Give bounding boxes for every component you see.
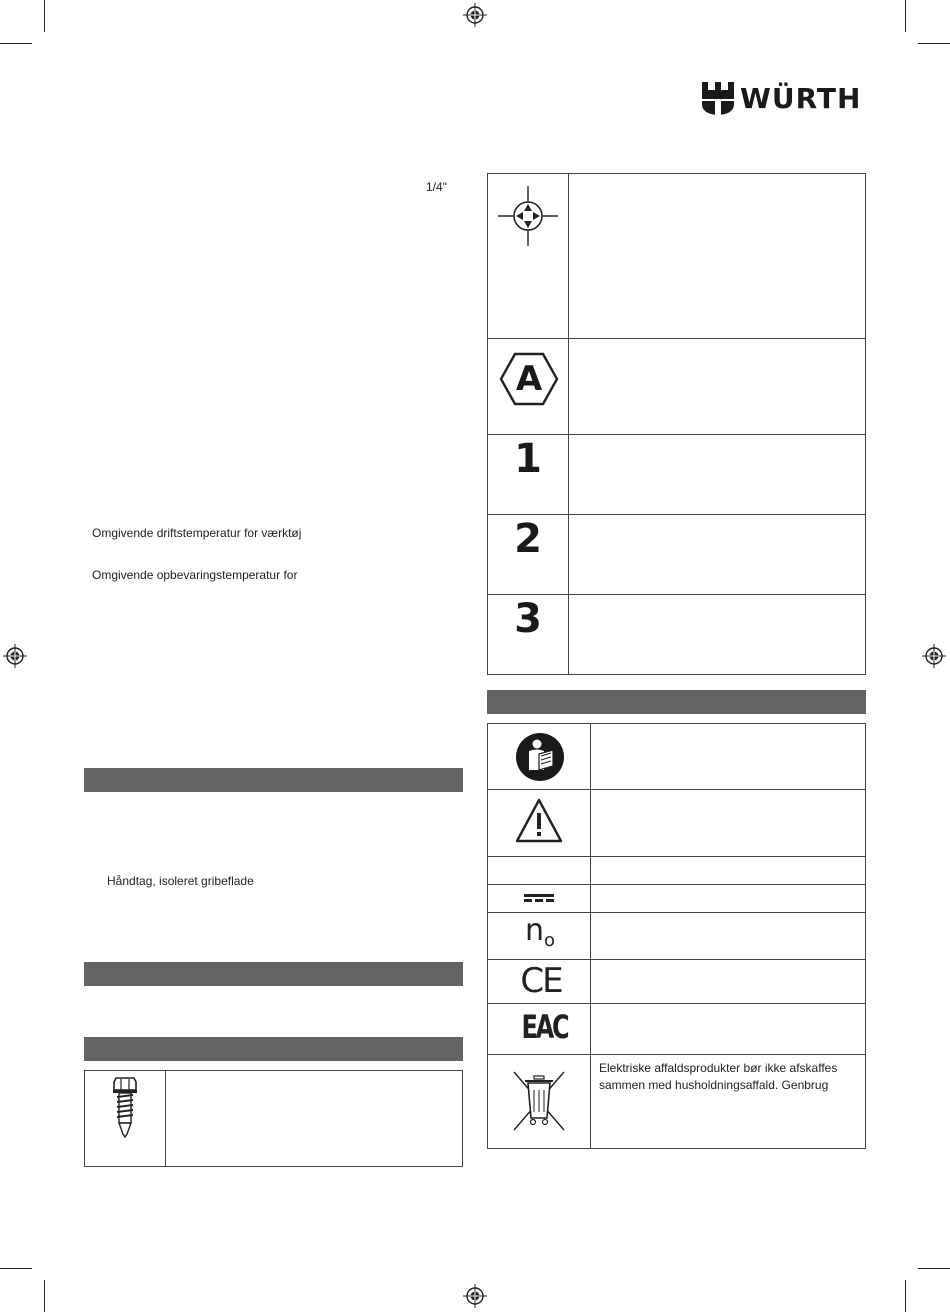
weee-text-line-2: sammen med husholdningsaffald. Genbrug	[599, 1078, 829, 1092]
weee-text-line-1: Elektriske affaldsprodukter bør ikke afskaffes	[599, 1061, 838, 1075]
eac-mark: EAC	[521, 1008, 568, 1046]
symbols-table-bottom-row-2	[487, 856, 866, 857]
symbols-table-top-row-4	[487, 594, 866, 595]
hexagon-a-letter: A	[515, 359, 543, 399]
section-bar-left-1	[84, 768, 463, 792]
crop-mark-bottom-left-v	[44, 1280, 45, 1312]
registration-mark-top-icon	[463, 3, 487, 27]
symbols-table-top-row-2	[487, 434, 866, 435]
no-load-speed-symbol	[525, 914, 565, 954]
wurth-logo	[700, 80, 868, 118]
no-load-speed-subscript: o	[544, 930, 556, 951]
step-number-3: 3	[514, 596, 542, 642]
warning-triangle-icon	[514, 796, 564, 846]
symbols-table-bottom-row-5	[487, 959, 866, 960]
centering-target-icon	[498, 186, 558, 246]
symbols-table-bottom-row-1	[487, 789, 866, 790]
symbols-table-top-divider	[568, 173, 569, 675]
registration-mark-right-icon	[922, 644, 946, 668]
crop-mark-top-right-v	[905, 0, 906, 32]
drive-size-value: 1/4"	[426, 180, 447, 194]
wurth-logo-text: WÜRTH	[740, 82, 862, 115]
no-load-speed-n: n	[525, 913, 545, 948]
step-number-2: 2	[514, 516, 542, 562]
screw-table-divider	[165, 1070, 166, 1167]
weee-crossed-bin-icon	[510, 1068, 568, 1134]
step-number-1: 1	[514, 436, 542, 482]
direct-current-icon	[524, 893, 554, 903]
crop-mark-bottom-right-h	[918, 1268, 950, 1269]
ce-mark: CE	[520, 961, 562, 1001]
read-manual-icon	[515, 732, 565, 782]
symbols-table-bottom-row-7	[487, 1054, 866, 1055]
symbols-table-bottom-row-6	[487, 1003, 866, 1004]
screw-table	[84, 1070, 463, 1167]
handle-label: Håndtag, isoleret gribeflade	[107, 874, 254, 888]
self-drilling-screw-icon	[110, 1076, 140, 1138]
section-bar-left-3	[84, 1037, 463, 1061]
operating-temperature-label: Omgivende driftstemperatur for værktøj	[92, 526, 302, 540]
section-bar-left-2	[84, 962, 463, 986]
wurth-logo-mark-icon	[700, 80, 736, 116]
crop-mark-top-right-h	[918, 43, 950, 44]
symbols-table-bottom-row-3	[487, 884, 866, 885]
crop-mark-bottom-left-h	[0, 1268, 32, 1269]
registration-mark-left-icon	[3, 644, 27, 668]
crop-mark-bottom-right-v	[905, 1280, 906, 1312]
crop-mark-top-left-v	[44, 0, 45, 32]
section-bar-right-1	[487, 690, 866, 714]
symbols-table-bottom-divider	[590, 723, 591, 1149]
registration-mark-bottom-icon	[463, 1284, 487, 1308]
crop-mark-top-left-h	[0, 43, 32, 44]
storage-temperature-label: Omgivende opbevaringstemperatur for	[92, 568, 298, 582]
symbols-table-top-row-3	[487, 514, 866, 515]
symbols-table-top-row-1	[487, 338, 866, 339]
